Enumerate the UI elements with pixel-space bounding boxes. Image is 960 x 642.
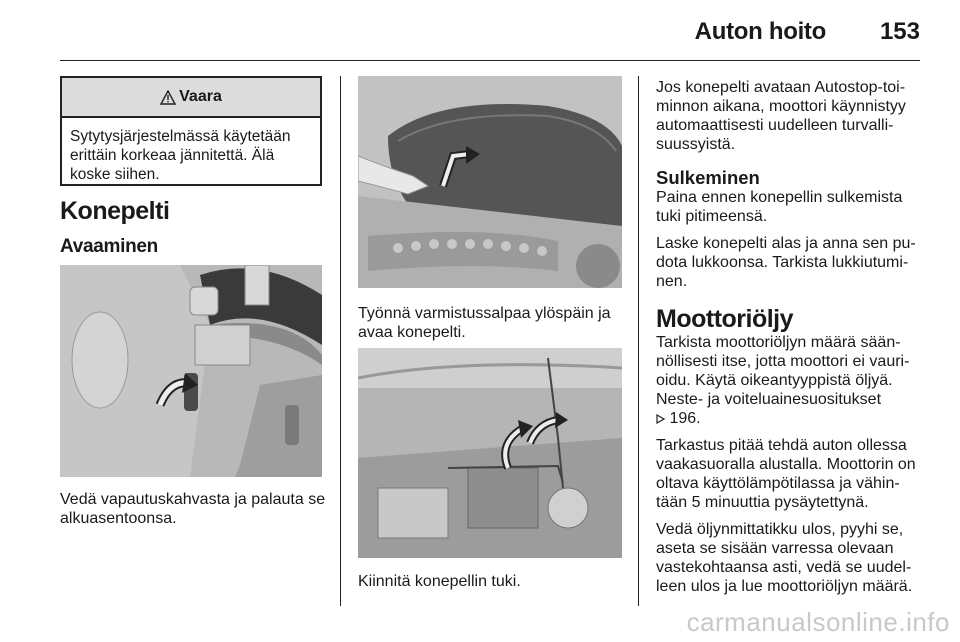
warning-title: Vaara xyxy=(179,88,222,105)
section-heading-engine-oil: Moottoriöljy xyxy=(656,305,794,333)
warning-text xyxy=(62,118,320,193)
text-line: aseta se sisään varressa olevaan xyxy=(656,540,894,557)
warning-header xyxy=(62,78,320,118)
text-line: Paina ennen konepellin sulkemista xyxy=(656,189,903,206)
text-line: oltava käyttölämpötilassa ja vähin- xyxy=(656,475,900,492)
page-header-title: Auton hoito xyxy=(694,18,826,45)
warning-box xyxy=(60,76,322,186)
caption-hood-support xyxy=(358,572,628,591)
text-line: tuki pitimeensä. xyxy=(656,208,768,225)
caption-line: Vedä vapautuskahvasta ja palauta se xyxy=(60,491,326,508)
figure-release-lever xyxy=(60,265,322,477)
caption-line: alkuasentoonsa. xyxy=(60,510,177,527)
text-line: Tarkista moottoriöljyn määrä sään- xyxy=(656,334,901,351)
caption-release-lever xyxy=(60,490,330,528)
text-line: vaakasuoralla alustalla. Moottorin on xyxy=(656,456,916,473)
text-line: oidu. Käytä oikeantyyppistä öljyä. xyxy=(656,372,893,389)
column-divider-1 xyxy=(340,76,341,606)
page-reference-number: 196. xyxy=(669,410,701,427)
text-line: tään 5 minuuttia pysäytettynä. xyxy=(656,494,869,511)
text-line: automaattisesti uudelleen turvalli- xyxy=(656,117,894,134)
text-line: Vedä öljynmittatikku ulos, pyyhi se, xyxy=(656,521,904,538)
section-heading-hood: Konepelti xyxy=(60,197,170,225)
watermark: carmanualsonline.info xyxy=(686,607,950,637)
paragraph-dipstick xyxy=(656,520,946,596)
text-line: Tarkastus pitää tehdä auton ollessa xyxy=(656,437,907,454)
warning-line: erittäin korkeaa jännitettä. Älä xyxy=(70,147,275,164)
warning-line: koske siihen. xyxy=(70,166,160,183)
text-line: vastekohtaansa asti, vedä se uudel- xyxy=(656,559,912,576)
column-divider-2 xyxy=(638,76,639,606)
caption-line: avaa konepelti. xyxy=(358,324,466,341)
warning-line: Sytytysjärjestelmässä käytetään xyxy=(70,128,291,145)
text-line: minnon aikana, moottori käynnistyy xyxy=(656,98,906,115)
text-line: nen. xyxy=(656,273,688,290)
subheading-opening: Avaaminen xyxy=(60,236,158,257)
paragraph-support-holder xyxy=(656,188,946,226)
text-line: Neste- ja voiteluainesuositukset xyxy=(656,391,882,408)
caption-line: Työnnä varmistussalpaa ylöspäin ja xyxy=(358,305,611,322)
text-line: Laske konepelti alas ja anna sen pu- xyxy=(656,235,916,252)
paragraph-check-oil xyxy=(656,333,946,428)
subheading-closing: Sulkeminen xyxy=(656,167,760,188)
warning-triangle-icon xyxy=(160,90,176,105)
text-line: dota lukkoonsa. Tarkista lukkiutumi- xyxy=(656,254,909,271)
text-line: nöllisesti itse, jotta moottori ei vauri- xyxy=(656,353,910,370)
caption-hood-latch xyxy=(358,304,628,342)
header-divider xyxy=(60,60,920,61)
column-3-text xyxy=(656,78,946,604)
paragraph-lower-hood xyxy=(656,234,946,291)
page-reference[interactable] xyxy=(656,409,946,428)
caption-line: Kiinnitä konepellin tuki. xyxy=(358,573,521,590)
figure-hood-support xyxy=(358,348,622,558)
text-line: Jos konepelti avataan Autostop-toi- xyxy=(656,79,906,96)
paragraph-autostop xyxy=(656,78,946,154)
figure-hood-latch xyxy=(358,76,622,288)
paragraph-conditions xyxy=(656,436,946,512)
text-line: suussyistä. xyxy=(656,136,736,153)
arrow-triangle-icon xyxy=(656,414,665,424)
text-line: leen ulos ja lue moottoriöljyn määrä. xyxy=(656,578,913,595)
page-number: 153 xyxy=(879,18,920,45)
